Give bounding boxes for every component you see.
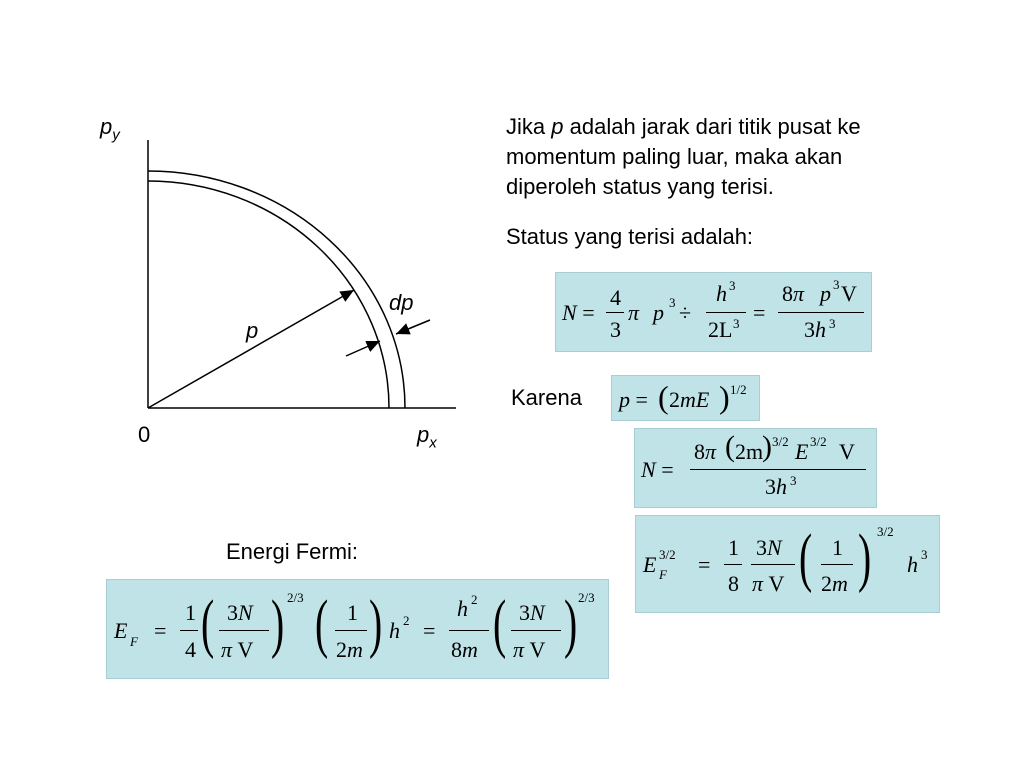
intro-part1: Jika xyxy=(506,114,552,139)
radius-arrow xyxy=(148,290,354,408)
px-label-base: p xyxy=(417,422,430,447)
eq4-box xyxy=(635,515,940,613)
energi-fermi-label: Energi Fermi: xyxy=(226,539,359,564)
eq3-box xyxy=(634,428,877,508)
py-label-base: p xyxy=(100,114,113,139)
eq2-box xyxy=(611,375,760,421)
intro-part2: adalah jarak dari titik pusat ke momentum paling luar, maka akan diperoleh status yang terisi. xyxy=(506,114,861,199)
momentum-diagram xyxy=(0,0,480,470)
eq1-formula: N = 4 3 π p 3 ÷ h 3 2L 3 = 8π p 3 V 3h 3 xyxy=(556,273,871,351)
radius-label: p xyxy=(246,318,259,343)
py-label xyxy=(100,112,120,150)
origin-label: 0 xyxy=(138,422,151,447)
intro-var: p xyxy=(551,114,564,139)
status-heading: Status yang terisi adalah: xyxy=(506,224,754,249)
py-label-sub: y xyxy=(112,126,120,144)
eq5-box xyxy=(106,579,609,679)
px-label-sub: x xyxy=(429,434,437,452)
dp-arrow-outer xyxy=(396,320,430,334)
dp-arrow-inner xyxy=(346,341,380,356)
dp-label: dp xyxy=(389,290,414,315)
px-label xyxy=(417,420,437,458)
eq1-box xyxy=(555,272,872,352)
inner-arc xyxy=(148,181,389,408)
eq5-formula: E F = 1 4 ( 3N π V ) 2/3 ( 1 2m ) h 2 = h 2 8m ( 3N π V ) 2/3 xyxy=(114,587,595,662)
intro-paragraph xyxy=(506,112,926,215)
momentum-sphere-svg xyxy=(0,0,480,470)
outer-arc xyxy=(148,171,405,408)
eq3-formula: N = 8π ( 2m ) 3/2 E 3/2 V 3h 3 xyxy=(635,429,876,507)
karena-label: Karena xyxy=(511,385,582,410)
eq2-formula: p = ( 2mE ) 1/2 xyxy=(619,379,747,415)
eq4-formula: E 3/2 F = 1 8 3N π V ( 1 2m ) 3/2 h 3 xyxy=(643,521,928,596)
